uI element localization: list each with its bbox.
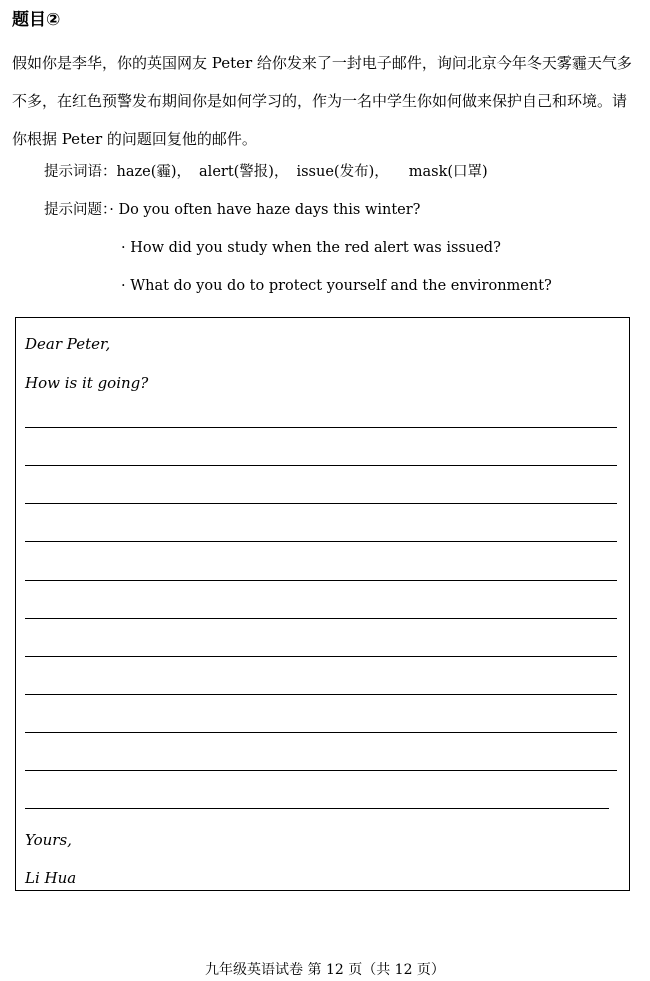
writing-line[interactable] — [25, 694, 617, 695]
writing-line[interactable] — [25, 541, 617, 542]
writing-prompt: 假如你是李华，你的英国网友 Peter 给你发来了一封电子邮件，询问北京今年冬天雾霾天气多不多，在红色预警发布期间你是如何学习的，作为一名中学生你如何做来保护自己和环境。请你根据 Peter 的问题回复他的邮件。 — [12, 54, 632, 148]
letter-salutation: Dear Peter, — [25, 335, 111, 353]
page-footer: 九年级英语试卷 第 12 页（共 12 页） — [205, 962, 445, 978]
writing-line[interactable] — [25, 465, 617, 466]
hint-word: haze(霾)， — [116, 164, 192, 180]
hint-word: issue(发布)， — [296, 164, 389, 180]
writing-line[interactable] — [25, 770, 617, 771]
letter-signature: Li Hua — [25, 869, 77, 887]
writing-line[interactable] — [25, 656, 617, 657]
writing-line[interactable] — [25, 808, 609, 809]
hint-words-label: 提示词语： — [44, 164, 117, 180]
hint-question: · How did you study when the red alert was issued? — [121, 240, 501, 256]
hint-words — [44, 162, 496, 182]
writing-line[interactable] — [25, 618, 617, 619]
writing-line[interactable] — [25, 427, 617, 428]
hint-questions-label: 提示问题： — [44, 202, 110, 218]
hint-question: · What do you do to protect yourself and the environment? — [121, 278, 552, 294]
hint-word: alert(警报)， — [199, 164, 289, 180]
writing-line[interactable] — [25, 503, 617, 504]
hint-questions — [44, 200, 420, 220]
question-title: 题目② — [12, 10, 61, 30]
answer-box — [15, 317, 630, 891]
letter-opening: How is it going? — [25, 374, 149, 392]
hint-word: mask(口罩) — [408, 164, 488, 180]
writing-line[interactable] — [25, 580, 617, 581]
writing-line[interactable] — [25, 732, 617, 733]
hint-question: · Do you often have haze days this winter? — [109, 202, 421, 218]
letter-closing: Yours, — [25, 831, 72, 849]
